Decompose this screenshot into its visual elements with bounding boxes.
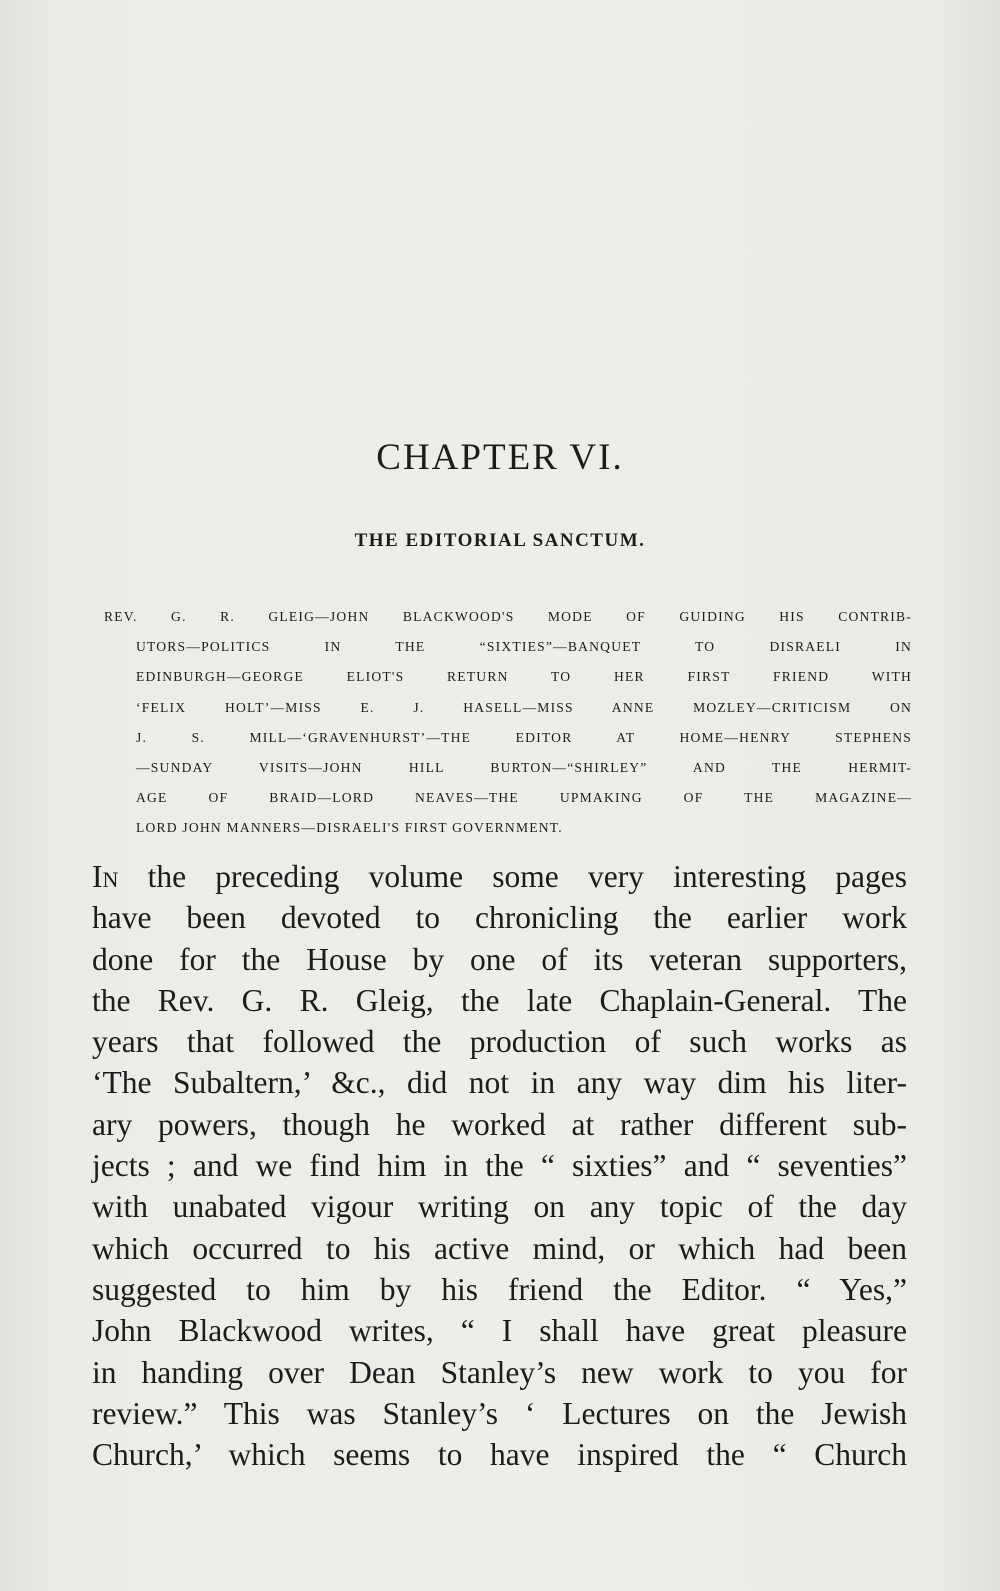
body-line: years that followed the production of such works as [92,1024,907,1060]
body-line: ary powers, though he worked at rather different sub- [92,1106,907,1142]
synopsis-line: ‘FELIX HOLT’—MISS E. J. HASELL—MISS ANNE MOZLEY—CRITICISM ON [136,699,912,715]
body-line: with unabated vigour writing on any topic of the day [92,1189,907,1225]
body-line: done for the House by one of its veteran supporters, [92,941,907,977]
body-line: have been devoted to chronicling the earlier work [92,900,907,936]
chapter-title: CHAPTER VI. [376,437,624,478]
body-line: the Rev. G. R. Gleig, the late Chaplain-General. The [92,982,907,1018]
body-paragraph [92,856,907,1475]
body-line: which occurred to his active mind, or which had been [92,1230,907,1266]
synopsis-line: —SUNDAY VISITS—JOHN HILL BURTON—“SHIRLEY” AND THE HERMIT- [136,760,912,776]
body-line: suggested to him by his friend the Editor. “ Yes,” [92,1271,907,1307]
chapter-subtitle: THE EDITORIAL SANCTUM. [354,530,646,551]
opening-word: In [92,859,119,894]
body-line-text: the preceding volume some very interesting pages [118,859,907,894]
body-line: ‘The Subaltern,’ &c., did not in any way dim his liter- [92,1065,907,1101]
chapter-synopsis [104,602,912,844]
synopsis-line: EDINBURGH—GEORGE ELIOT'S RETURN TO HER FIRST FRIEND WITH [136,669,912,685]
body-line: John Blackwood writes, “ I shall have great pleasure [92,1313,907,1349]
body-line: in handing over Dean Stanley’s new work to you for [92,1354,907,1390]
synopsis-line: REV. G. R. GLEIG—JOHN BLACKWOOD'S MODE OF GUIDING HIS CONTRIB- [104,609,912,624]
synopsis-line: J. S. MILL—‘GRAVENHURST’—THE EDITOR AT HOME—HENRY STEPHENS [136,729,912,745]
synopsis-line: LORD JOHN MANNERS—DISRAELI'S FIRST GOVERNMENT. [136,820,563,836]
synopsis-line: AGE OF BRAID—LORD NEAVES—THE UPMAKING OF THE MAGAZINE— [136,790,912,806]
body-line: jects ; and we find him in the “ sixties” and “ seventies” [92,1148,907,1184]
body-line: review.” This was Stanley’s ‘ Lectures on the Jewish [92,1395,907,1431]
body-line: Church,’ which seems to have inspired the “ Church [92,1437,907,1473]
body-line [92,856,907,897]
synopsis-line: UTORS—POLITICS IN THE “SIXTIES”—BANQUET TO DISRAELI IN [136,639,912,655]
